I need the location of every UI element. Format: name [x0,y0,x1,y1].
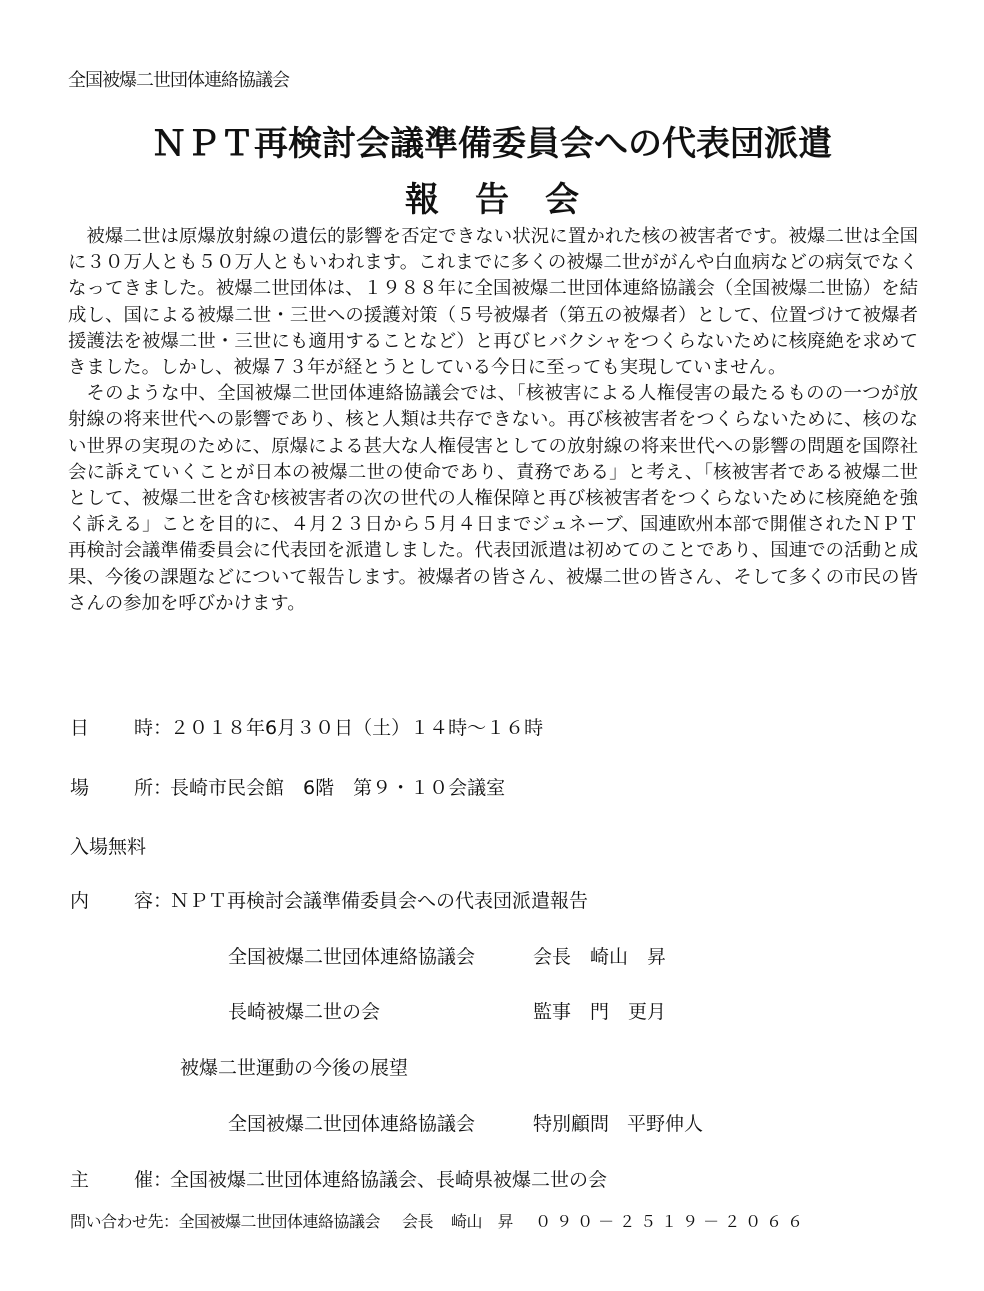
organizer-row [70,1165,607,1192]
contact-phone: ０９０－２５１９－２０６６ [535,1212,809,1231]
content-label-b: 容： [134,890,173,912]
organizer-label-a: 主 [70,1169,90,1191]
date-value: ２０１８年6月３０日（土）１４時～１６時 [170,717,544,739]
page-subtitle: 報告会 [405,180,615,220]
organization-name: 全国被爆二世団体連絡協議会 [68,70,289,91]
speaker-org: 長崎被爆二世の会 [228,1001,381,1023]
place-label-a: 場 [70,777,90,799]
contact-role: 会長 [402,1212,434,1231]
speaker-name: 崎山 昇 [590,946,667,968]
organizer-label-b: 催： [134,1169,173,1191]
speaker-role: 会長 [533,946,572,968]
paragraph: 被爆二世は原爆放射線の遺伝的影響を否定できない状況に置かれた核の被害者です。被爆二世は全国に３０万人とも５０万人ともいわれます。これまでに多くの被爆二世ががんや白血病などの病気でなくなってきました。被爆二世団体は、１９８８年に全国被爆二世団体連絡協議会（全国被爆二世協）を結成し、国による被爆二世・三世への援護対策（５号被爆者（第五の被爆者）として、位置づけて被爆者援護法を被爆二世・三世にも適用することなど）と再びヒバクシャをつくらないために核廃絶を求めてきました。しかし、被爆７３年が経とうとしている今日に至っても実現していません。 [68,226,918,379]
speaker-row [228,942,666,969]
speaker-role: 特別顧問 [533,1113,610,1135]
speaker-row [228,1109,703,1136]
speaker-org: 全国被爆二世団体連絡協議会 [228,946,476,968]
speaker-row [228,997,666,1024]
contact-org: 全国被爆二世団体連絡協議会 [178,1212,381,1231]
topic2-text: 被爆二世運動の今後の展望 [180,1057,409,1079]
place-value: 長崎市民会館 6階 第９・１０会議室 [170,777,506,799]
contact-info [70,1209,808,1232]
paragraph: そのような中、全国被爆二世団体連絡協議会では、「核被害による人権侵害の最たるものの一つが放射線の将来世代への影響であり、核と人類は共存できない。再び核被害者をつくらないために、核のない世界の実現のために、原爆による甚大な人権侵害としての放射線の将来世代への影響の問題を国際社会に訴えていくことが日本の被爆二世の使命であり、責務である」と考え、「核被害者である被爆二世として、被爆二世を含む核被害者の次の世代の人権保障と再び核被害者をつくらないために核廃絶を強く訴える」ことを目的に、４月２３日から５月４日までジュネーブ、国連欧州本部で開催されたＮＰＴ再検討会議準備委員会に代表団を派遣しました。代表団派遣は初めてのことであり、国連での活動と成果、今後の課題などについて報告します。被爆者の皆さん、被爆二世の皆さん、そして多くの市民の皆さんの参加を呼びかけます。 [68,383,918,614]
contact-name: 崎山 昇 [451,1212,514,1231]
content-value: ＮＰＴ再検討会議準備委員会への代表団派遣報告 [170,890,589,912]
speaker-name: 門 更月 [590,1001,667,1023]
content-row [70,886,588,913]
page-title: ＮＰＴ再検討会議準備委員会への代表団派遣 [152,124,832,164]
body-text [68,224,918,617]
speaker-role: 監事 [533,1001,572,1023]
date-label-b: 時： [134,717,173,739]
place-row [70,773,505,800]
content-label-a: 内 [70,890,90,912]
speaker-org: 全国被爆二世団体連絡協議会 [228,1113,476,1135]
contact-label: 問い合わせ先： [70,1212,179,1231]
date-row [70,713,543,740]
date-label-a: 日 [70,717,90,739]
speaker-name: 平野伸人 [627,1113,704,1135]
place-label-b: 所： [134,777,173,799]
admission-text: 入場無料 [70,836,147,858]
organizer-value: 全国被爆二世団体連絡協議会、長崎県被爆二世の会 [170,1169,608,1191]
